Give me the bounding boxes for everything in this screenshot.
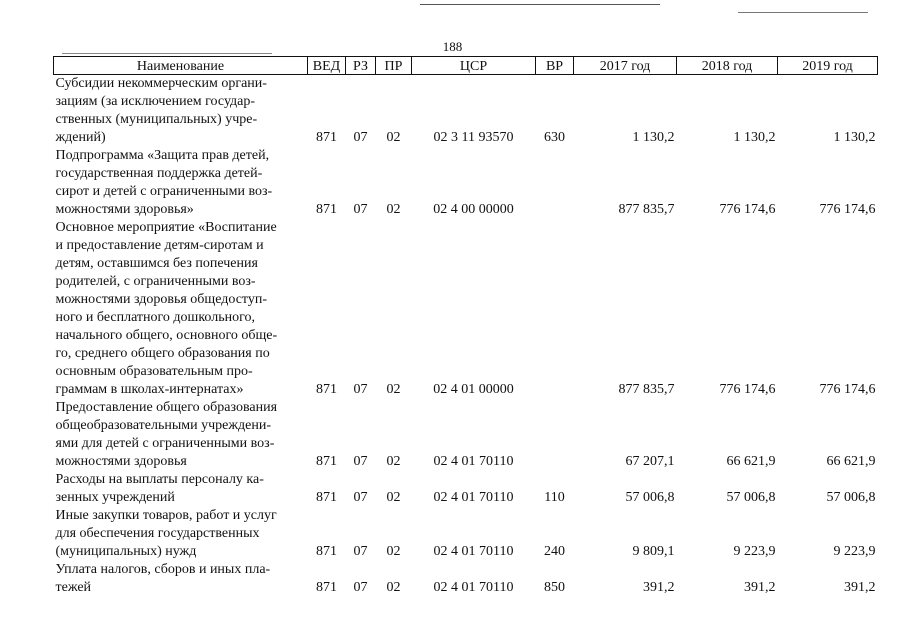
- header-name: Наименование: [54, 57, 308, 75]
- row-name: [54, 561, 308, 597]
- budget-table: [53, 56, 878, 597]
- header-vr: ВР: [536, 57, 574, 75]
- row-2018: 9 223,9: [733, 544, 776, 559]
- header-2017: 2017 год: [574, 57, 677, 75]
- row-rz: 07: [353, 382, 368, 397]
- row-csr: 02 4 01 70110: [433, 580, 514, 595]
- row-2018: 66 621,9: [726, 454, 776, 469]
- row-vr: [536, 399, 574, 471]
- row-ved: 871: [316, 130, 337, 145]
- row-name-text: Уплата налогов, сборов и иных пла- тежей: [55, 562, 271, 595]
- header-pr: ПР: [376, 57, 412, 75]
- row-2019: 57 006,8: [826, 490, 876, 505]
- row-csr: 02 4 01 70110: [433, 544, 514, 559]
- row-pr: 02: [386, 580, 401, 595]
- row-2017: 67 207,1: [625, 454, 675, 469]
- row-2018: 1 130,2: [733, 130, 776, 145]
- row-rz: 07: [353, 130, 368, 145]
- row-name-text: Иные закупки товаров, работ и услуг для обеспечения государственных (муниципальных) нужд: [55, 508, 277, 559]
- row-csr: 02 4 01 70110: [433, 490, 514, 505]
- row-name: [54, 147, 308, 219]
- table-row: [54, 399, 878, 471]
- row-pr: 02: [386, 544, 401, 559]
- row-vr: 630: [544, 130, 565, 145]
- header-rz: РЗ: [346, 57, 376, 75]
- row-2019: 1 130,2: [833, 130, 876, 145]
- header-2018: 2018 год: [677, 57, 778, 75]
- row-2019: 776 174,6: [819, 382, 876, 397]
- row-vr: [536, 219, 574, 399]
- row-pr: 02: [386, 130, 401, 145]
- page-number: 188: [442, 39, 463, 54]
- header-csr: ЦСР: [412, 57, 536, 75]
- row-csr: 02 4 01 00000: [433, 382, 514, 397]
- row-2019: 391,2: [844, 580, 876, 595]
- row-vr: [536, 147, 574, 219]
- row-rz: 07: [353, 454, 368, 469]
- table-row: [54, 147, 878, 219]
- row-pr: 02: [386, 202, 401, 217]
- row-ved: 871: [316, 202, 337, 217]
- row-name: [54, 219, 308, 399]
- row-name: [54, 75, 308, 148]
- row-vr: 240: [544, 544, 565, 559]
- table-header-row: [54, 57, 878, 75]
- row-2017: 877 835,7: [618, 202, 675, 217]
- table-row: [54, 219, 878, 399]
- header-2019: 2019 год: [778, 57, 878, 75]
- row-csr: 02 4 01 70110: [433, 454, 514, 469]
- table-row: [54, 561, 878, 597]
- row-2018: 391,2: [744, 580, 776, 595]
- row-rz: 07: [353, 202, 368, 217]
- row-2018: 57 006,8: [726, 490, 776, 505]
- row-ved: 871: [316, 382, 337, 397]
- row-2017: 1 130,2: [632, 130, 675, 145]
- row-pr: 02: [386, 490, 401, 505]
- row-name-text: Расходы на выплаты персоналу ка- зенных учреждений: [55, 472, 264, 505]
- row-name-text: Подпрограмма «Защита прав детей, государственная поддержка детей- сирот и детей с ограниченными воз- можностями здоровья»: [55, 148, 273, 217]
- header-ved: ВЕД: [308, 57, 346, 75]
- row-2019: 776 174,6: [819, 202, 876, 217]
- table-row: [54, 471, 878, 507]
- scan-artifact-line: [738, 12, 868, 13]
- row-2017: 877 835,7: [618, 382, 675, 397]
- scan-artifact-line: [420, 4, 660, 5]
- table-row: [54, 75, 878, 148]
- row-2017: 391,2: [643, 580, 675, 595]
- row-2017: 57 006,8: [625, 490, 675, 505]
- row-ved: 871: [316, 544, 337, 559]
- row-name-text: Субсидии некоммерческим органи- зациям (за исключением государ- ственных (муниципальных) учре- ждений): [55, 76, 267, 145]
- row-vr: 850: [544, 580, 565, 595]
- row-ved: 871: [316, 454, 337, 469]
- row-ved: 871: [316, 580, 337, 595]
- row-csr: 02 3 11 93570: [433, 130, 514, 145]
- row-name: [54, 507, 308, 561]
- row-name-text: Предоставление общего образования общеобразовательными учреждени- ями для детей с ограниченными воз- можностями здоровья: [55, 400, 278, 469]
- row-vr: 110: [544, 490, 565, 505]
- row-2019: 66 621,9: [826, 454, 876, 469]
- row-rz: 07: [353, 490, 368, 505]
- row-name: [54, 471, 308, 507]
- row-ved: 871: [316, 490, 337, 505]
- row-pr: 02: [386, 454, 401, 469]
- row-rz: 07: [353, 580, 368, 595]
- row-pr: 02: [386, 382, 401, 397]
- row-2018: 776 174,6: [719, 382, 776, 397]
- row-name: [54, 399, 308, 471]
- row-2017: 9 809,1: [632, 544, 675, 559]
- row-rz: 07: [353, 544, 368, 559]
- row-2019: 9 223,9: [833, 544, 876, 559]
- row-csr: 02 4 00 00000: [433, 202, 514, 217]
- table-row: [54, 507, 878, 561]
- row-name-text: Основное мероприятие «Воспитание и предоставление детям-сиротам и детям, оставшимся без попечения родителей, с ограниченными воз- можностями здоровья общедоступ- ного и бесплатного дошкольного, начального общего, основного обще- го, среднего общего образования по основным образовательным про- граммам в школах-интернатах»: [55, 220, 278, 397]
- row-2018: 776 174,6: [719, 202, 776, 217]
